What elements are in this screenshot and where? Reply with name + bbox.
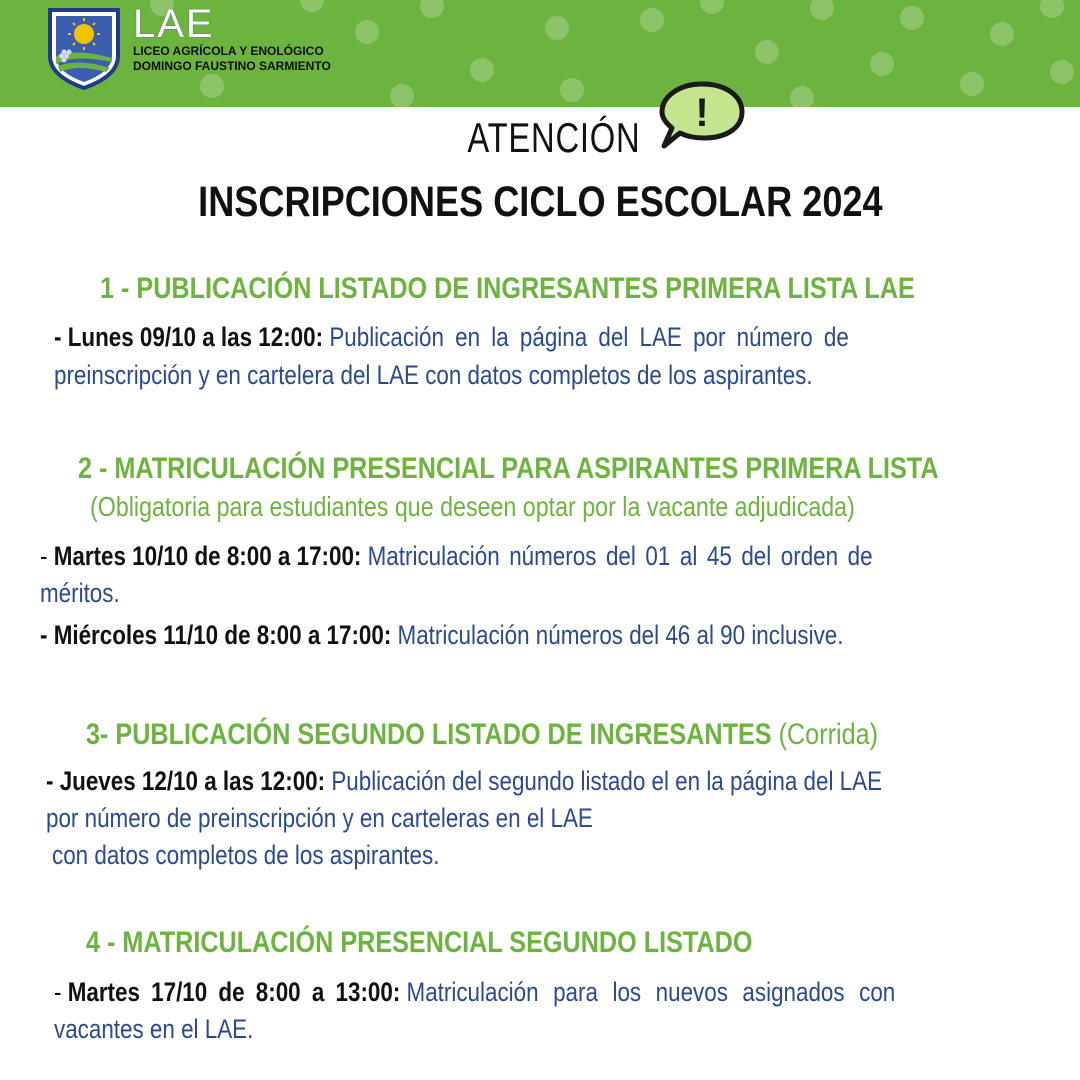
- section-2-note: (Obligatoria para estudiantes que deseen optar por la vacante adjudicada): [90, 491, 855, 522]
- section-3-line-2: por número de preinscripción y en carteleras en el LAE: [46, 803, 593, 833]
- section-1-line-2: preinscripción y en cartelera del LAE con datos completos de los aspirantes.: [54, 360, 813, 390]
- section-2-item-2-date-text: Miércoles 11/10 de 8:00 a 17:00:: [53, 620, 392, 650]
- section-4-line-2: vacantes en el LAE.: [54, 1014, 254, 1044]
- section-3-heading: [86, 718, 878, 752]
- section-2-item-1-line-2: méritos.: [40, 578, 120, 608]
- logo-wordmark: [133, 4, 331, 74]
- section-2-item-2-text-a: Matriculación números del 46 al 90 inclusive.: [397, 620, 844, 650]
- section-2-item-2-dash: -: [40, 620, 54, 650]
- section-2-heading: 2 - MATRICULACIÓN PRESENCIAL PARA ASPIRANTES PRIMERA LISTA: [78, 452, 939, 485]
- logo-acronym: LAE: [133, 2, 215, 46]
- section-1-line-1: [54, 322, 1042, 353]
- section-4-heading: 4 - MATRICULACIÓN PRESENCIAL SEGUNDO LISTADO: [86, 926, 753, 959]
- section-3-line-1: [46, 766, 882, 797]
- page-title-text: INSCRIPCIONES CICLO ESCOLAR 2024: [197, 178, 883, 226]
- section-2-item-2-line: [40, 620, 843, 651]
- section-4-dash: -: [54, 977, 68, 1007]
- section-2-item-2-date: [40, 620, 391, 650]
- section-1-date: [54, 322, 323, 352]
- section-3-date: [46, 766, 325, 796]
- section-4-date: Martes 17/10 de 8:00 a 13:00:: [67, 977, 401, 1007]
- section-2-item-1-line-1: [40, 541, 873, 572]
- section-3-date-text: Jueves 12/10 a las 12:00:: [59, 766, 326, 796]
- section-1-text-a: Publicación en la página del LAE por número de: [329, 322, 849, 352]
- logo-line-2: DOMINGO FAUSTINO SARMIENTO: [133, 59, 331, 73]
- section-3-dash: -: [46, 766, 60, 796]
- logo-line-1: LICEO AGRÍCOLA Y ENOLÓGICO: [133, 44, 324, 58]
- attention-heading: [0, 114, 1080, 162]
- attention-text: ATENCIÓN: [467, 114, 641, 161]
- section-2-item-1-date: Martes 10/10 de 8:00 a 17:00:: [53, 541, 362, 571]
- section-2-item-1-text-a: Matriculación números del 01 al 45 del orden de: [367, 541, 873, 571]
- page-title: [0, 178, 1080, 227]
- section-3-line-3: con datos completos de los aspirantes.: [52, 840, 440, 870]
- school-logo: [46, 6, 122, 90]
- section-4-text-a: Matriculación para los nuevos asignados con: [406, 977, 896, 1007]
- section-4-line-1: [54, 977, 895, 1008]
- section-3-text-a: Publicación del segundo listado el en la página del LAE: [331, 766, 883, 796]
- bubble-symbol: !: [695, 91, 709, 135]
- section-1-dash: -: [54, 322, 68, 352]
- exclamation-bubble-icon: [652, 78, 748, 152]
- section-2-item-1-dash: -: [40, 541, 54, 571]
- section-3-heading-suffix: (Corrida): [778, 718, 879, 751]
- section-1-heading: 1 - PUBLICACIÓN LISTADO DE INGRESANTES PRIMERA LISTA LAE: [100, 272, 915, 305]
- section-3-heading-text: 3- PUBLICACIÓN SEGUNDO LISTADO DE INGRESANTES: [86, 718, 772, 751]
- section-1-date-text: Lunes 09/10 a las 12:00:: [67, 322, 324, 352]
